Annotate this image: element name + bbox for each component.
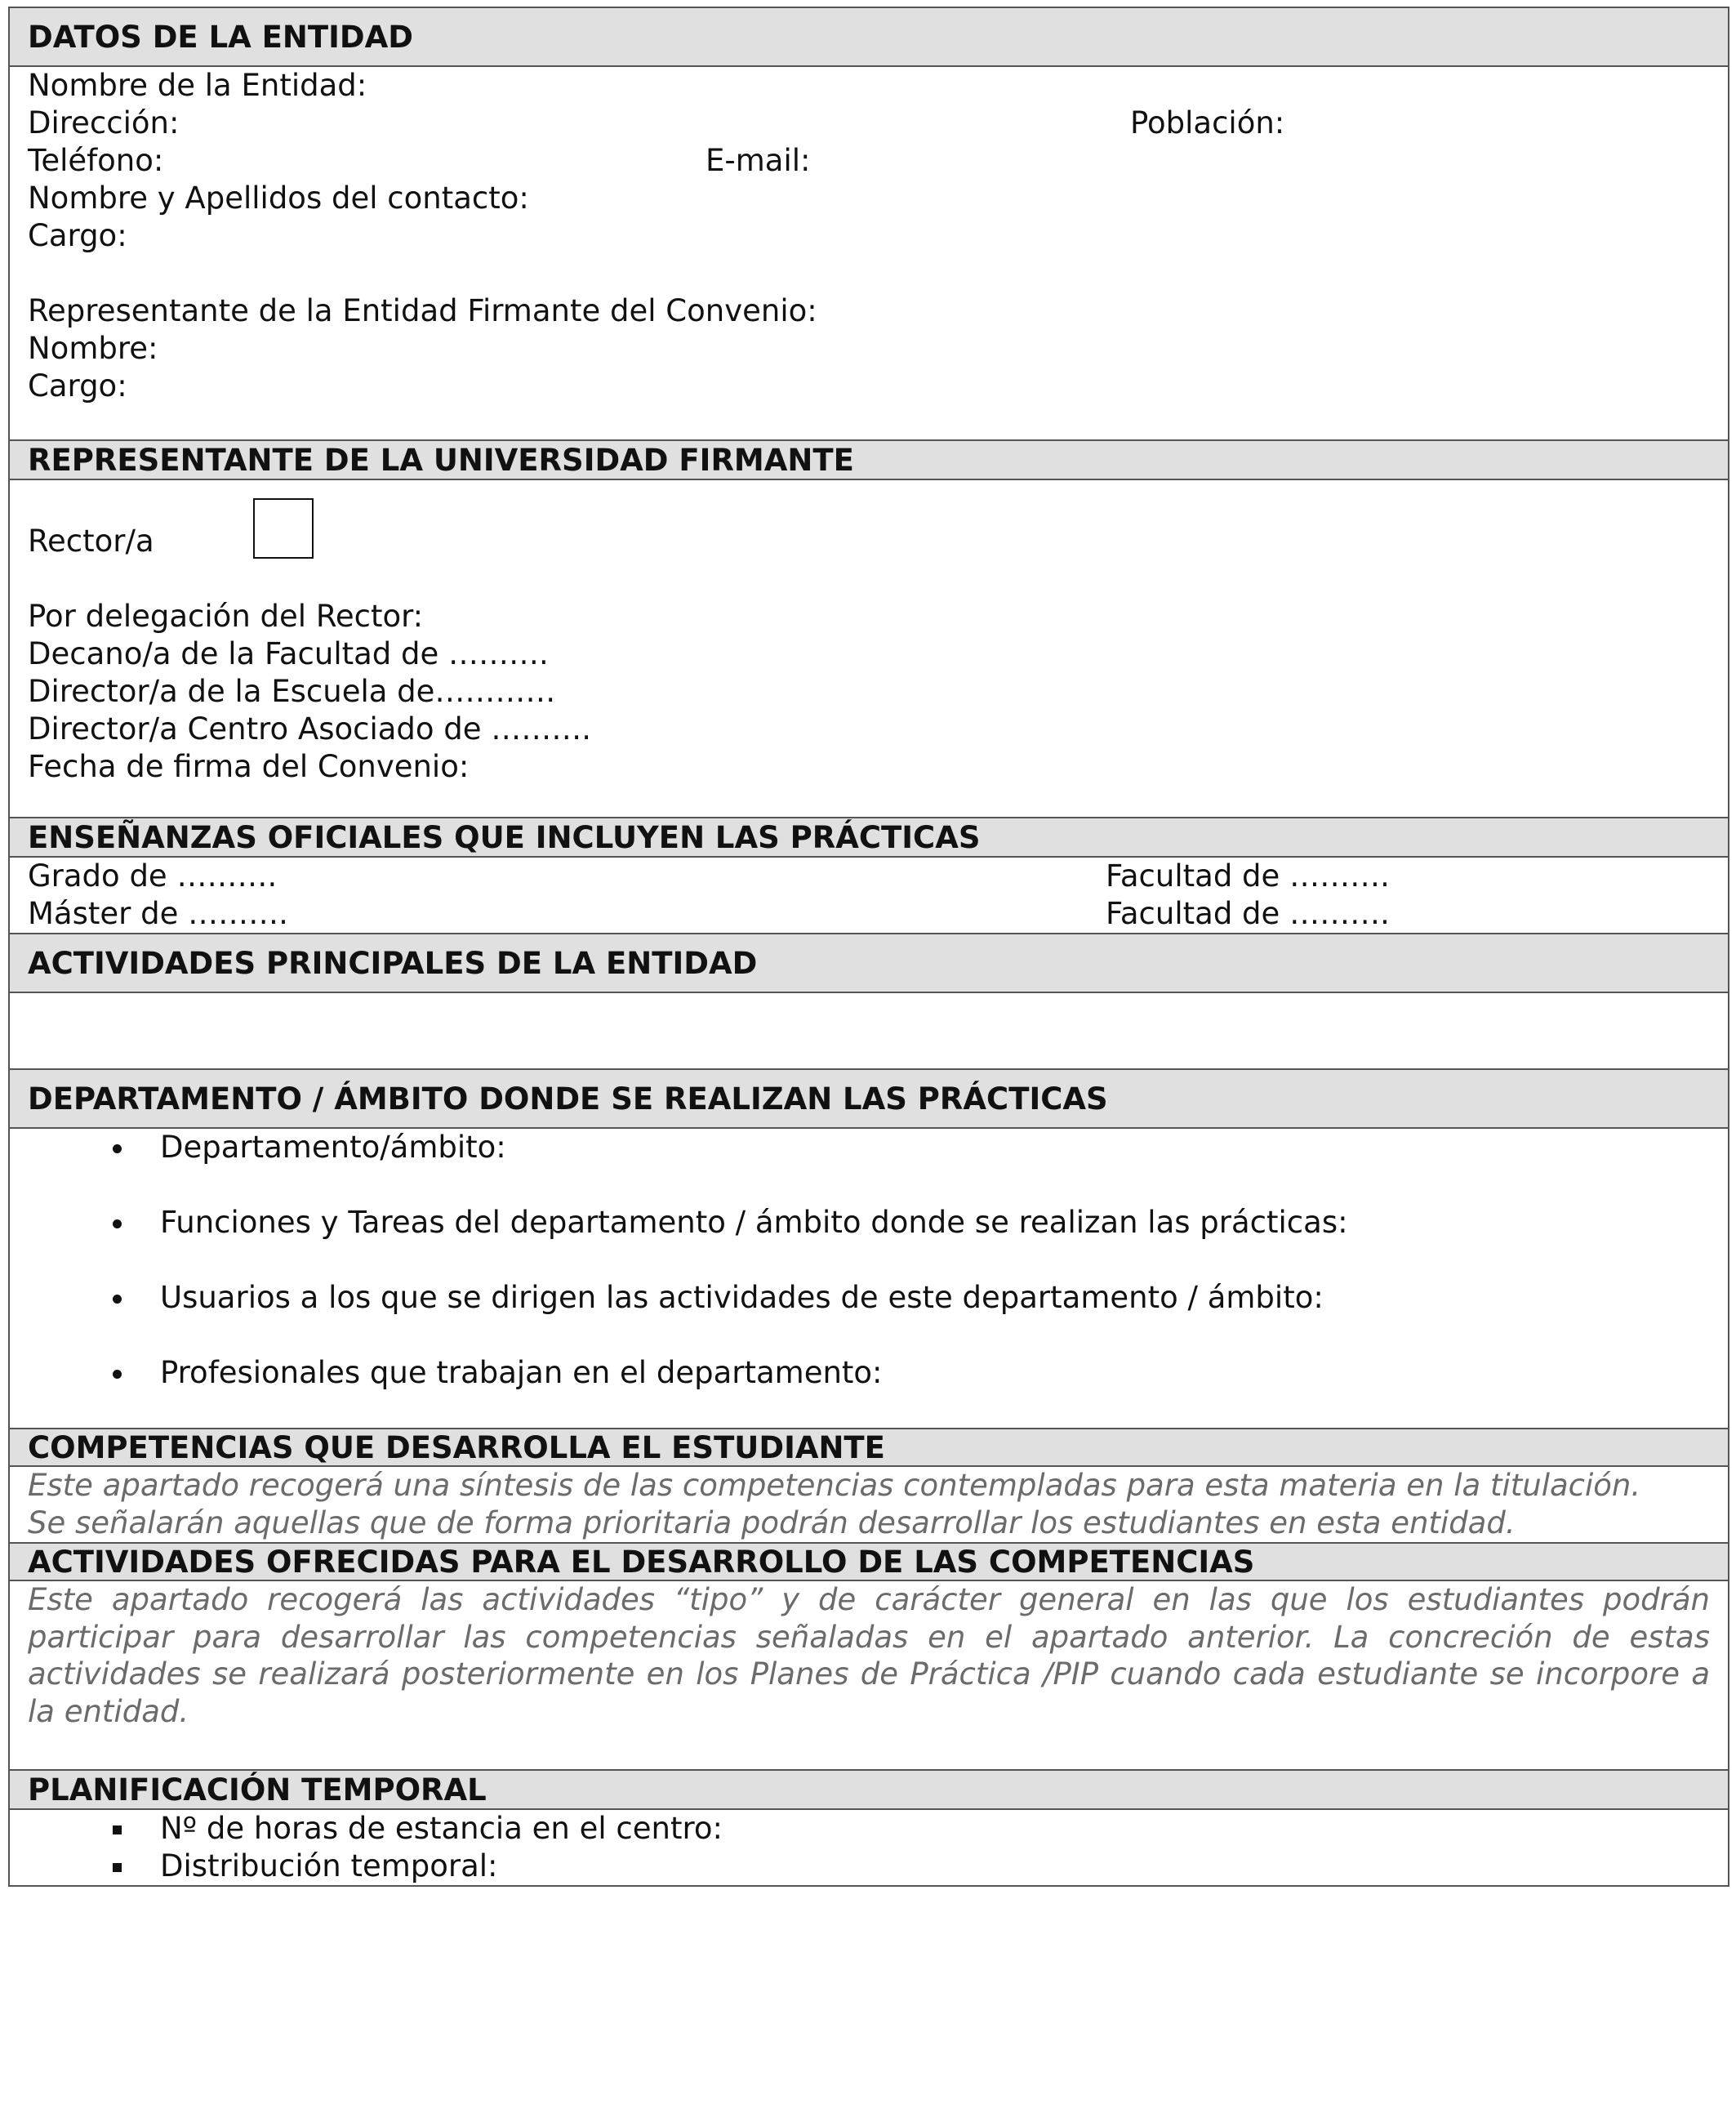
field-rector	[28, 523, 1710, 560]
section-header-departamento: DEPARTAMENTO / ÁMBITO DONDE SE REALIZAN LAS PRÁCTICAS	[10, 1070, 1728, 1129]
section-entidad	[10, 67, 1728, 441]
section-ensenanzas	[10, 858, 1728, 934]
label-master: Máster de ……….	[28, 896, 288, 931]
field-nombre-entidad: Nombre de la Entidad:	[28, 68, 367, 103]
section-header-ensenanzas: ENSEÑANZAS OFICIALES QUE INCLUYEN LAS PRÁCTICAS	[10, 818, 1728, 858]
section-header-actividades-ofrecidas: ACTIVIDADES OFRECIDAS PARA EL DESARROLLO DE LAS COMPETENCIAS	[10, 1544, 1728, 1581]
label-rector: Rector/a	[28, 524, 154, 559]
section-header-actividades-principales: ACTIVIDADES PRINCIPALES DE LA ENTIDAD	[10, 934, 1728, 993]
section-actividades-ofrecidas	[10, 1581, 1728, 1771]
list-item: Profesionales que trabajan en el departamento:	[28, 1354, 1710, 1392]
actividades-ofrecidas-text: Este apartado recogerá las actividades “tipo” y de carácter general en las que los estudiantes podrán participar para desarrollar las competencias señaladas en el apartado anterior. La concreción de estas actividades se realizará posteriormente en los Planes de Práctica /PIP cuando cada estudiante se incorpore a la entidad.	[28, 1582, 1710, 1729]
bullet-icon	[108, 1354, 126, 1392]
section-header-universidad: REPRESENTANTE DE LA UNIVERSIDAD FIRMANTE	[10, 441, 1728, 480]
label-grado-facultad: Facultad de ……….	[1106, 858, 1390, 894]
list-item: Nº de horas de estancia en el centro:	[28, 1810, 1710, 1848]
rector-checkbox[interactable]	[253, 498, 314, 559]
spacer	[28, 560, 1710, 598]
practice-agreement-form	[8, 7, 1729, 1887]
spacer	[28, 1241, 1710, 1279]
list-item: Usuarios a los que se dirigen las actividades de este departamento / ámbito:	[28, 1279, 1710, 1317]
list-item: Departamento/ámbito:	[28, 1129, 1710, 1166]
label-master-facultad: Facultad de ……….	[1106, 896, 1390, 931]
competencias-line-2: Se señalarán aquellas que de forma prioritaria podrán desarrollar los estudiantes en esta entidad.	[28, 1505, 1516, 1540]
field-telefono	[28, 142, 1710, 180]
competencias-line-1: Este apartado recogerá una síntesis de las competencias contempladas para esta materia en la titulación.	[28, 1468, 1641, 1503]
label-poblacion: Población:	[1130, 105, 1285, 140]
field-grado	[28, 858, 1710, 895]
field-representante: Representante de la Entidad Firmante del Convenio:	[28, 293, 817, 328]
section-competencias	[10, 1467, 1728, 1544]
field-contacto: Nombre y Apellidos del contacto:	[28, 181, 529, 216]
field-fecha-firma: Fecha de firma del Convenio:	[28, 749, 470, 784]
field-master	[28, 895, 1710, 933]
spacer	[28, 1166, 1710, 1204]
field-decano: Decano/a de la Facultad de ……….	[28, 636, 549, 671]
spacer	[28, 255, 1710, 292]
section-planificacion	[10, 1810, 1728, 1885]
label-direccion: Dirección:	[28, 105, 180, 140]
bullet-icon	[108, 1204, 126, 1241]
section-universidad	[10, 480, 1728, 818]
label-grado: Grado de ……….	[28, 858, 278, 894]
section-header-planificacion: PLANIFICACIÓN TEMPORAL	[10, 1771, 1728, 1810]
bullet-icon	[108, 1129, 126, 1166]
section-departamento	[10, 1129, 1728, 1429]
bullet-icon	[108, 1279, 126, 1317]
field-direccion	[28, 105, 1710, 142]
list-item: Distribución temporal:	[28, 1848, 1710, 1885]
field-rep-cargo: Cargo:	[28, 368, 127, 403]
label-telefono: Teléfono:	[28, 143, 164, 178]
spacer	[28, 1317, 1710, 1354]
label-email: E-mail:	[706, 143, 811, 178]
section-header-entidad: DATOS DE LA ENTIDAD	[10, 8, 1728, 67]
section-actividades-principales	[10, 993, 1728, 1070]
section-header-competencias: COMPETENCIAS QUE DESARROLLA EL ESTUDIANTE	[10, 1429, 1728, 1467]
field-cargo: Cargo:	[28, 218, 127, 253]
field-director-escuela: Director/a de la Escuela de…………	[28, 674, 556, 709]
square-bullet-icon	[108, 1848, 126, 1885]
field-director-centro: Director/a Centro Asociado de ……….	[28, 711, 592, 747]
list-item: Funciones y Tareas del departamento / ámbito donde se realizan las prácticas:	[28, 1204, 1710, 1241]
field-delegacion: Por delegación del Rector:	[28, 599, 424, 634]
field-rep-nombre: Nombre:	[28, 331, 158, 366]
square-bullet-icon	[108, 1810, 126, 1848]
